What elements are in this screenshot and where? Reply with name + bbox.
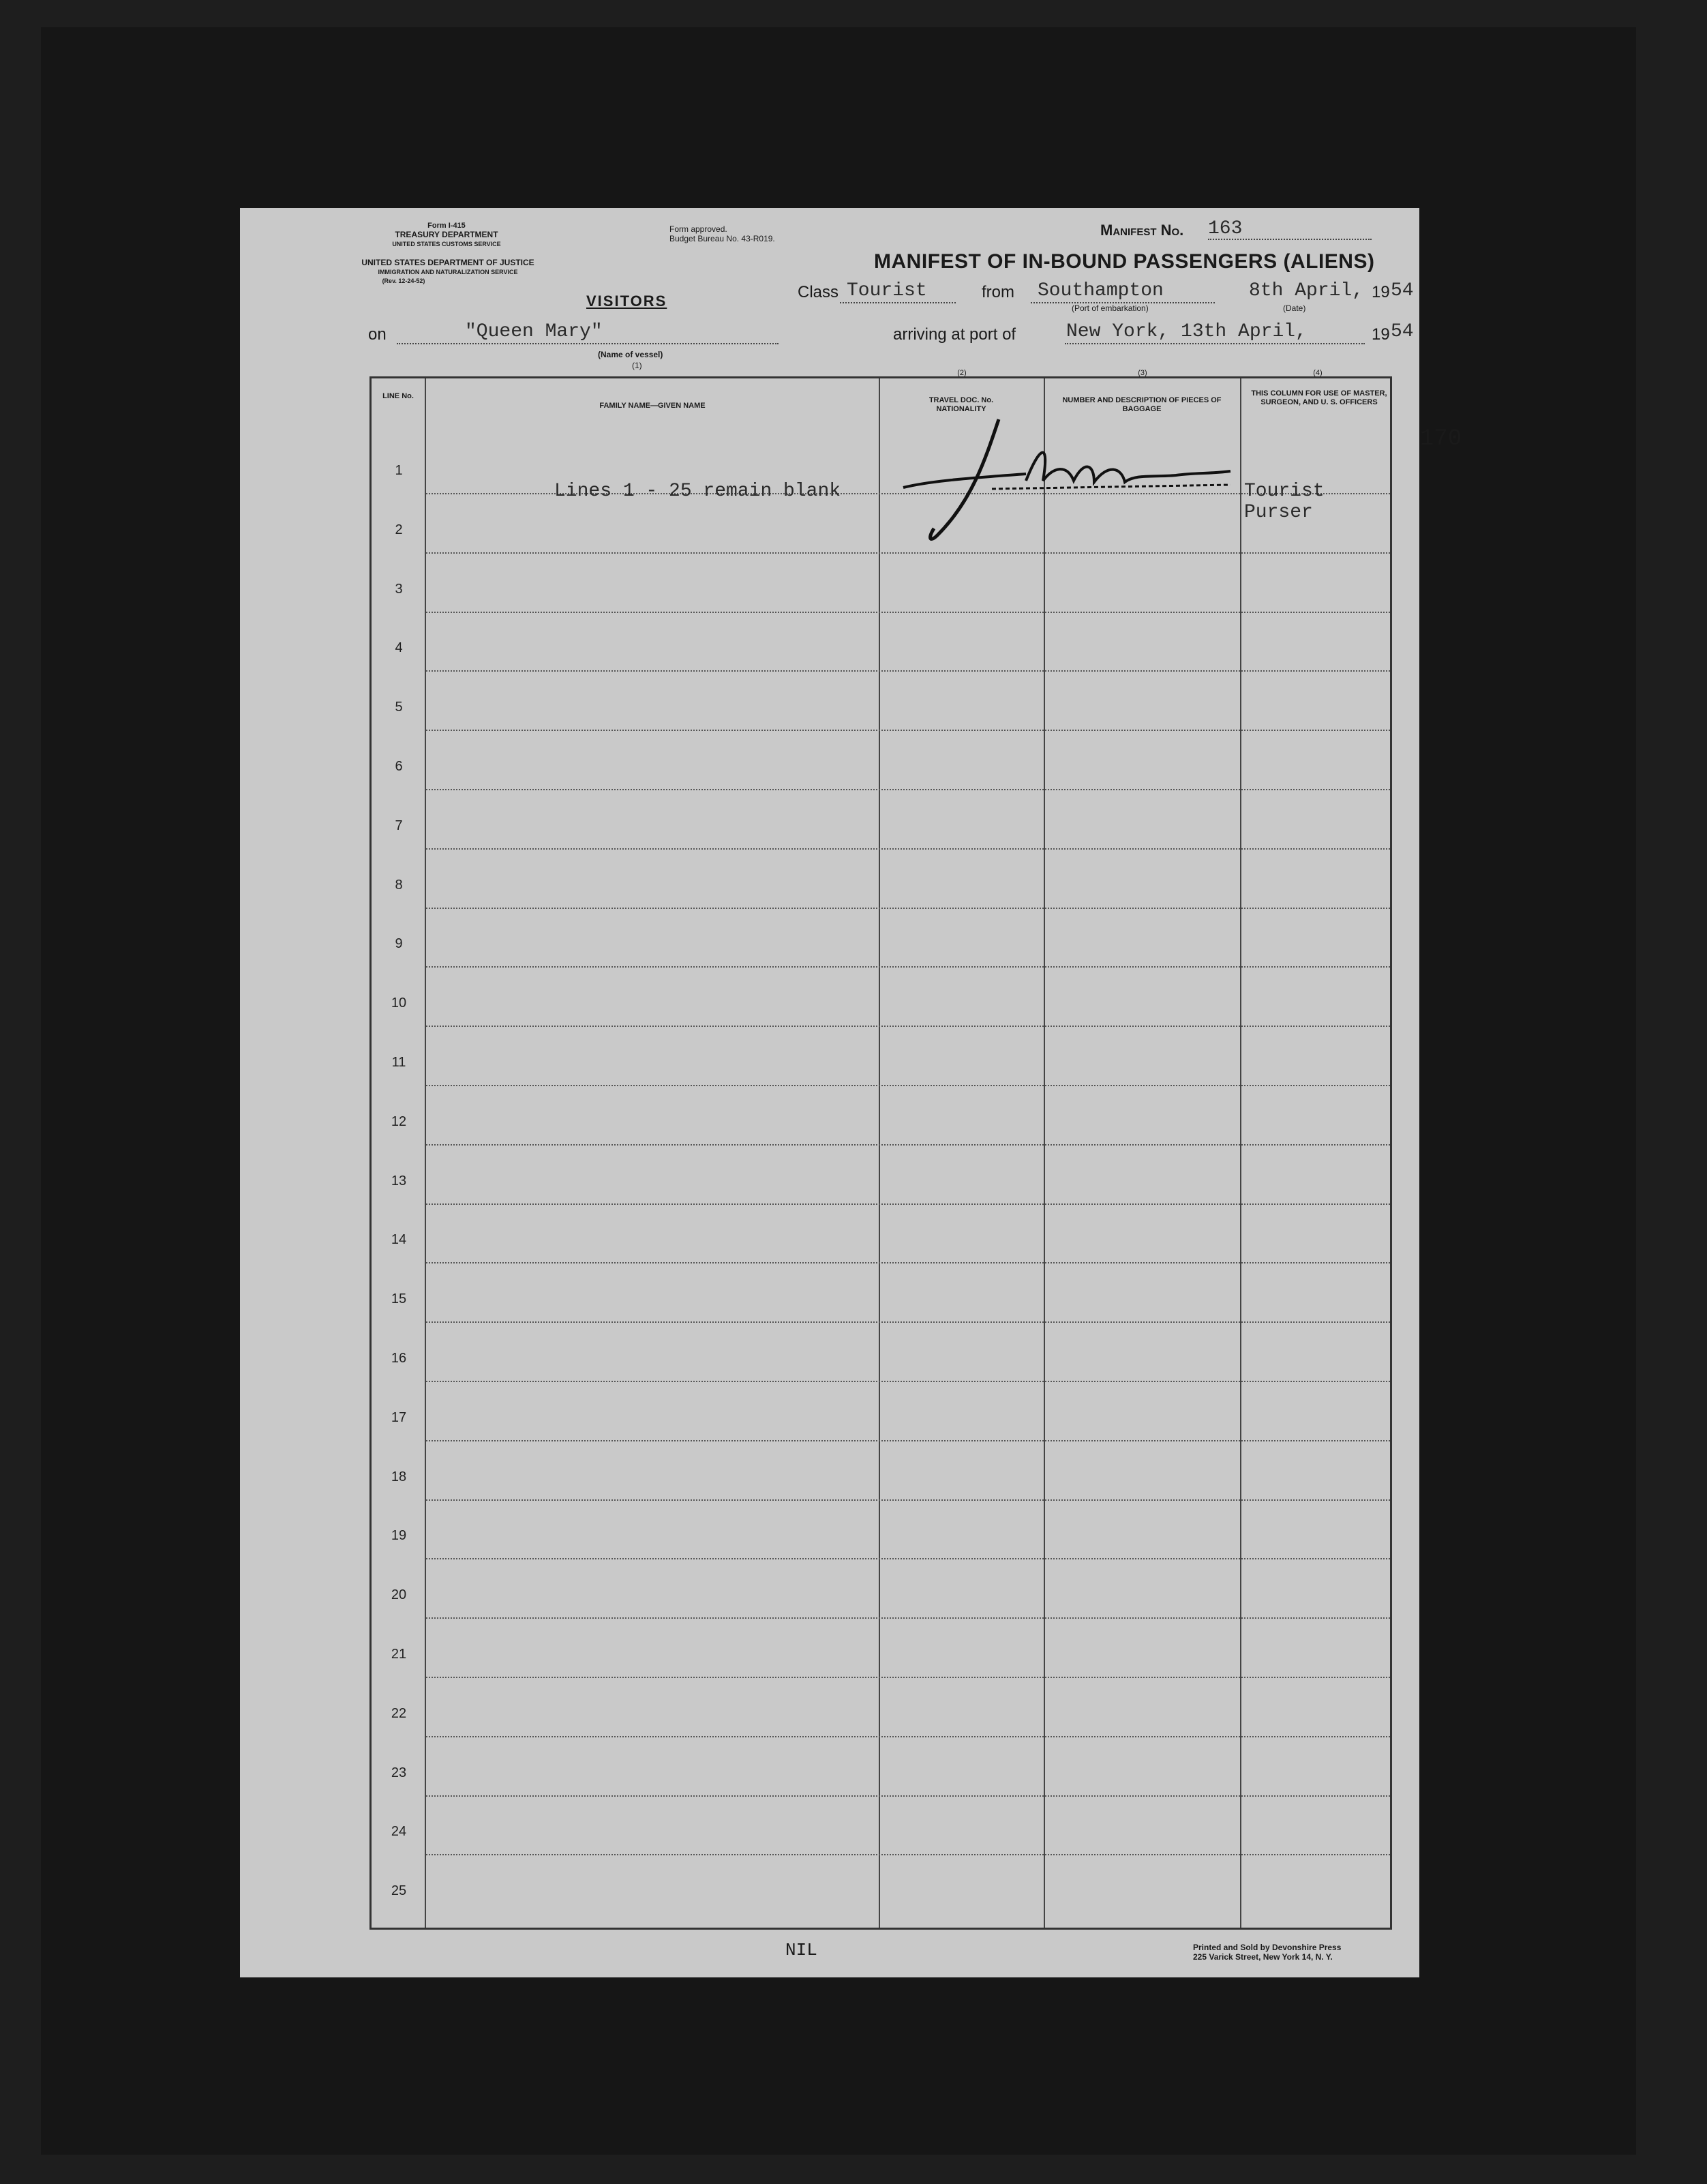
row-number: 10	[391, 996, 407, 1011]
col-travel-doc: TRAVEL DOC. No. NATIONALITY	[928, 396, 994, 413]
arriving-label: arriving at port of	[893, 325, 1016, 344]
table-row	[426, 1203, 1390, 1205]
row-number: 14	[391, 1232, 407, 1248]
manifest-no-label: Manifest No.	[1100, 222, 1184, 239]
on-label: on	[368, 325, 387, 344]
table-row	[426, 1677, 1390, 1678]
visitors-label: VISITORS	[586, 293, 667, 310]
table-row	[426, 1736, 1390, 1737]
col-officers: THIS COLUMN FOR USE OF MASTER, SURGEON, AND U. S. OFFICERS	[1251, 389, 1387, 406]
col-baggage: NUMBER AND DESCRIPTION OF PIECES OF BAGGAGE	[1062, 396, 1222, 413]
year-1: 54	[1391, 280, 1414, 301]
customs-service: UNITED STATES CUSTOMS SERVICE	[392, 241, 501, 248]
row-number: 1	[395, 463, 403, 478]
class-value: Tourist	[847, 280, 927, 301]
row-number: 19	[391, 1528, 407, 1544]
ins-label: IMMIGRATION AND NATURALIZATION SERVICE	[378, 269, 518, 275]
table-row	[426, 789, 1390, 790]
row-number: 18	[391, 1469, 407, 1484]
departure-date: 8th April,	[1249, 280, 1364, 301]
row-number: 2	[395, 522, 403, 537]
form-id: Form I-415	[427, 222, 466, 230]
table-row	[426, 1381, 1390, 1382]
table-row	[426, 1617, 1390, 1619]
row-number: 25	[391, 1883, 407, 1899]
col-baggage-num: (3)	[1138, 369, 1147, 377]
table-row	[426, 1440, 1390, 1441]
col-officers-num: (4)	[1313, 369, 1323, 377]
port-embarkation: Southampton	[1038, 280, 1164, 301]
arrival-line	[1065, 343, 1365, 344]
revision: (Rev. 12-24-52)	[382, 278, 425, 284]
year-2: 54	[1391, 321, 1414, 342]
passenger-table	[369, 369, 1462, 1930]
table-row	[426, 1321, 1390, 1323]
row-number: 22	[391, 1705, 407, 1721]
row-number: 9	[395, 936, 403, 952]
line1-note: Lines 1 - 25 remain blank	[554, 481, 841, 502]
class-line	[840, 302, 956, 303]
printer-line-2: 225 Varick Street, New York 14, N. Y.	[1193, 1952, 1333, 1962]
arrival-port: New York, 13th April,	[1066, 321, 1307, 342]
class-label: Class	[798, 283, 839, 301]
table-row	[426, 848, 1390, 850]
table-row	[426, 1558, 1390, 1559]
row-number: 3	[395, 581, 403, 597]
col-line-no: LINE No.	[382, 392, 414, 400]
table-row	[426, 1085, 1390, 1086]
row-number: 6	[395, 759, 403, 774]
table-row	[426, 908, 1390, 909]
stamp-number: 170	[1420, 426, 1462, 452]
table-row	[426, 730, 1390, 731]
row-number: 24	[391, 1824, 407, 1840]
row-number: 15	[391, 1291, 407, 1307]
nil-mark: NIL	[785, 1940, 817, 1960]
treasury-dept: TREASURY DEPARTMENT	[395, 230, 498, 239]
table-row	[426, 1144, 1390, 1146]
row-number: 17	[391, 1409, 407, 1425]
col-travel-doc-num: (2)	[957, 369, 967, 377]
date-caption: (Date)	[1283, 303, 1306, 313]
row-number: 23	[391, 1765, 407, 1780]
row-number: 5	[395, 700, 403, 715]
row-number: 12	[391, 1113, 407, 1129]
from-label: from	[982, 283, 1014, 301]
purser-signature	[890, 406, 1244, 549]
vessel-col-num: (1)	[632, 361, 642, 370]
row-number: 20	[391, 1587, 407, 1603]
form-title: MANIFEST OF IN-BOUND PASSENGERS (ALIENS)	[874, 250, 1375, 273]
row-number: 13	[391, 1173, 407, 1188]
vessel-line	[397, 343, 779, 344]
col-name: FAMILY NAME—GIVEN NAME	[599, 402, 706, 410]
row-number: 4	[395, 640, 403, 656]
printer-line-1: Printed and Sold by Devonshire Press	[1193, 1943, 1342, 1952]
table-row	[426, 1795, 1390, 1797]
table-row	[426, 1262, 1390, 1263]
row-number: 7	[395, 818, 403, 833]
budget-bureau: Budget Bureau No. 43-R019.	[669, 234, 775, 243]
table-row	[426, 1026, 1390, 1027]
row-number: 21	[391, 1647, 407, 1662]
vessel-name: "Queen Mary"	[465, 321, 603, 342]
vessel-caption: (Name of vessel)	[598, 350, 663, 359]
row-number: 16	[391, 1351, 407, 1366]
table-row	[426, 552, 1390, 554]
table-row	[426, 670, 1390, 672]
table-row	[426, 612, 1390, 613]
manifest-no-value: 163	[1208, 218, 1243, 239]
year-prefix: 19	[1372, 283, 1390, 301]
row-number: 11	[391, 1055, 406, 1070]
signature-role: Tourist Purser	[1244, 481, 1325, 523]
table-row	[426, 966, 1390, 968]
form-approved: Form approved.	[669, 224, 727, 234]
table-row	[426, 1499, 1390, 1501]
manifest-form	[240, 208, 1462, 1977]
port-caption: (Port of embarkation)	[1072, 303, 1149, 313]
table-row	[426, 1854, 1390, 1855]
dept-justice: UNITED STATES DEPARTMENT OF JUSTICE	[361, 258, 534, 267]
year-prefix-2: 19	[1372, 325, 1390, 344]
row-number: 8	[395, 877, 403, 893]
